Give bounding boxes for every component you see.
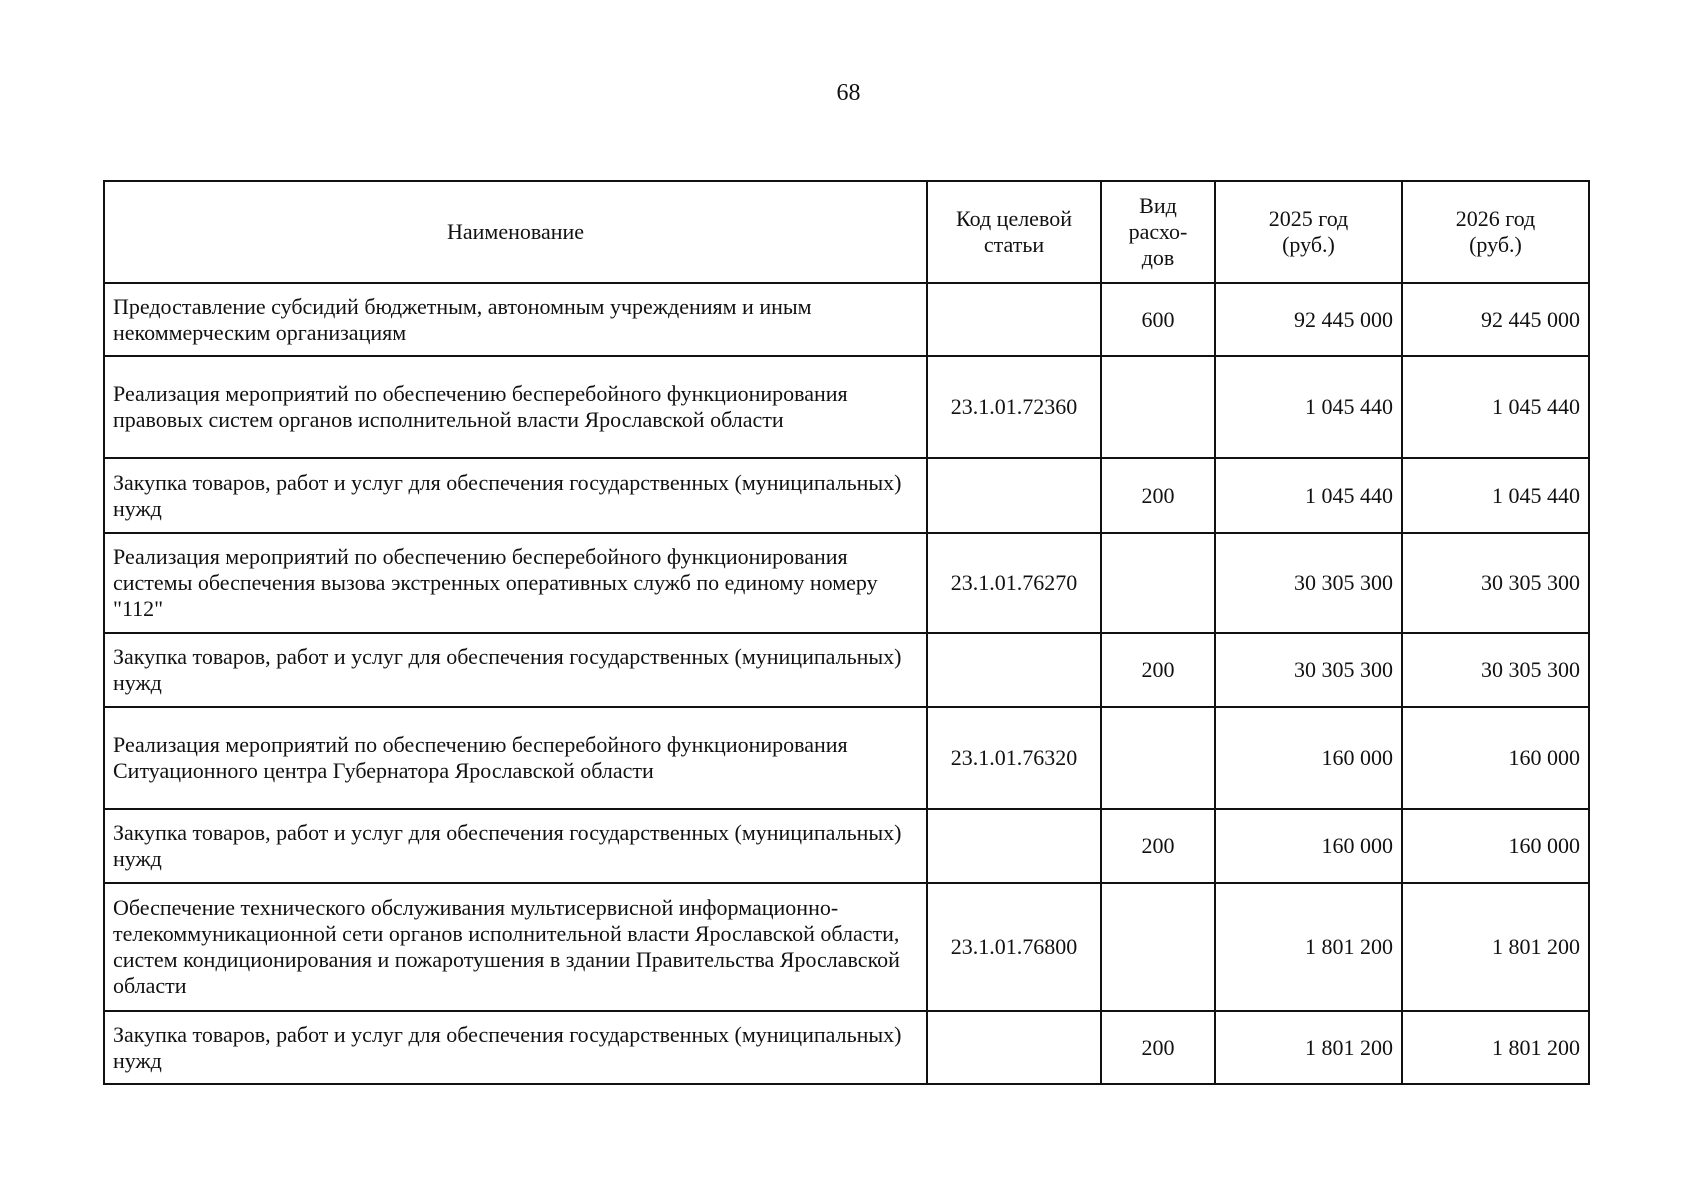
row-type: 200 <box>1101 809 1215 883</box>
table-row <box>104 809 1589 883</box>
table-row <box>104 1011 1589 1084</box>
row-name: Закупка товаров, работ и услуг для обеспечения государственных (муниципальных) нужд <box>104 458 927 533</box>
row-name: Закупка товаров, работ и услуг для обеспечения государственных (муниципальных) нужд <box>104 633 927 707</box>
row-type <box>1101 707 1215 809</box>
row-2025: 30 305 300 <box>1215 633 1402 707</box>
row-2025: 160 000 <box>1215 707 1402 809</box>
row-2026: 160 000 <box>1402 707 1589 809</box>
row-code <box>927 458 1101 533</box>
row-name: Реализация мероприятий по обеспечению бесперебойного функционирования системы обеспечения вызова экстренных оперативных служб по единому номеру "112" <box>104 533 927 633</box>
row-2025: 1 801 200 <box>1215 1011 1402 1084</box>
row-code <box>927 283 1101 356</box>
row-2026: 1 045 440 <box>1402 356 1589 458</box>
row-2025: 1 801 200 <box>1215 883 1402 1011</box>
table-row <box>104 283 1589 356</box>
table-row <box>104 533 1589 633</box>
table-row <box>104 883 1589 1011</box>
budget-table <box>103 180 1590 1085</box>
table-row <box>104 356 1589 458</box>
table-row <box>104 458 1589 533</box>
header-2026: 2026 год (руб.) <box>1402 181 1589 283</box>
row-code <box>927 1011 1101 1084</box>
row-name: Закупка товаров, работ и услуг для обеспечения государственных (муниципальных) нужд <box>104 1011 927 1084</box>
row-name: Закупка товаров, работ и услуг для обеспечения государственных (муниципальных) нужд <box>104 809 927 883</box>
header-2025: 2025 год (руб.) <box>1215 181 1402 283</box>
row-2026: 160 000 <box>1402 809 1589 883</box>
page-number: 68 <box>836 80 861 106</box>
table-row <box>104 707 1589 809</box>
row-2026: 1 801 200 <box>1402 883 1589 1011</box>
row-type: 200 <box>1101 633 1215 707</box>
row-2026: 1 801 200 <box>1402 1011 1589 1084</box>
row-2026: 1 045 440 <box>1402 458 1589 533</box>
table-row <box>104 633 1589 707</box>
row-type: 200 <box>1101 1011 1215 1084</box>
row-code: 23.1.01.76320 <box>927 707 1101 809</box>
row-name: Реализация мероприятий по обеспечению бесперебойного функционирования правовых систем органов исполнительной власти Ярославской области <box>104 356 927 458</box>
row-code: 23.1.01.76270 <box>927 533 1101 633</box>
row-2026: 30 305 300 <box>1402 633 1589 707</box>
row-name: Обеспечение технического обслуживания мультисервисной информационно-телекоммуникационной сети органов исполнительной власти Ярославской области, систем кондиционирования и пожаротушения в здании Правительства Ярославской области <box>104 883 927 1011</box>
row-2025: 30 305 300 <box>1215 533 1402 633</box>
header-type: Вид расхо- дов <box>1101 181 1215 283</box>
row-name: Предоставление субсидий бюджетным, автономным учреждениям и иным некоммерческим организациям <box>104 283 927 356</box>
row-code: 23.1.01.72360 <box>927 356 1101 458</box>
row-2025: 1 045 440 <box>1215 458 1402 533</box>
row-2025: 1 045 440 <box>1215 356 1402 458</box>
header-name: Наименование <box>104 181 927 283</box>
row-2025: 92 445 000 <box>1215 283 1402 356</box>
row-type <box>1101 883 1215 1011</box>
row-type <box>1101 533 1215 633</box>
row-type: 600 <box>1101 283 1215 356</box>
row-code <box>927 633 1101 707</box>
row-2025: 160 000 <box>1215 809 1402 883</box>
row-type: 200 <box>1101 458 1215 533</box>
row-2026: 30 305 300 <box>1402 533 1589 633</box>
row-2026: 92 445 000 <box>1402 283 1589 356</box>
header-code: Код целевой статьи <box>927 181 1101 283</box>
table-header-row <box>104 181 1589 283</box>
table-body <box>104 283 1589 1084</box>
row-code: 23.1.01.76800 <box>927 883 1101 1011</box>
row-name: Реализация мероприятий по обеспечению бесперебойного функционирования Ситуационного центра Губернатора Ярославской области <box>104 707 927 809</box>
row-type <box>1101 356 1215 458</box>
row-code <box>927 809 1101 883</box>
